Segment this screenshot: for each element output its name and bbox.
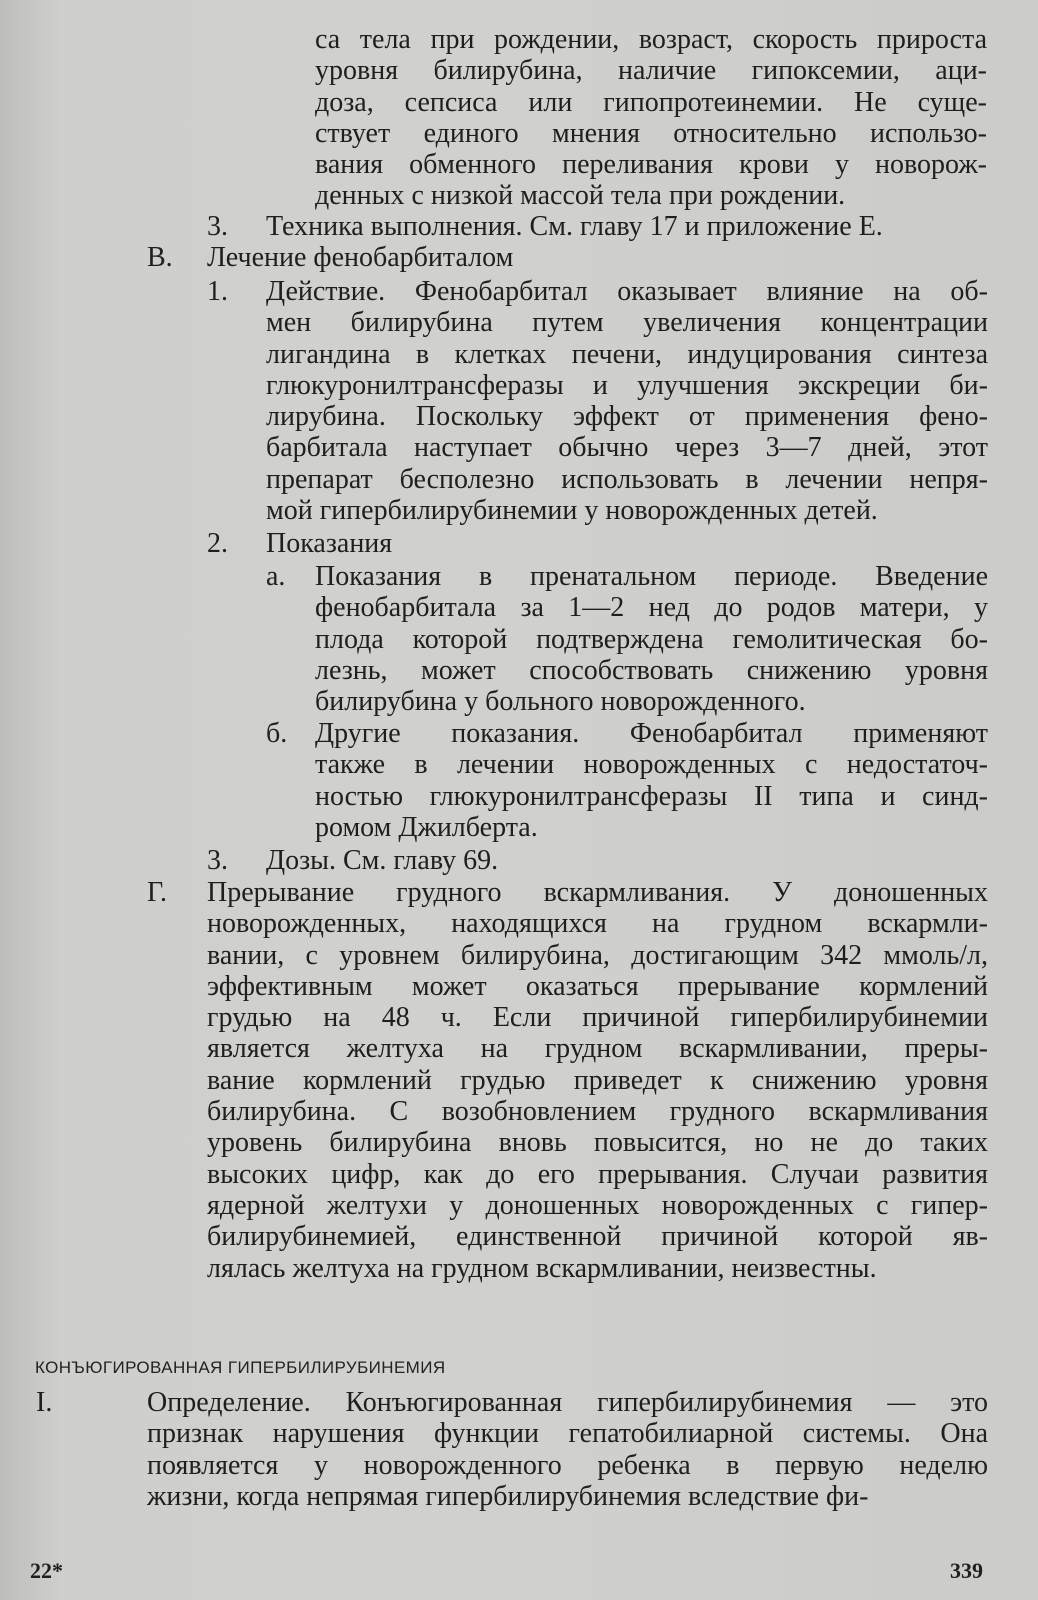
v2b-paragraph [315, 718, 988, 843]
v2-number: 2. [207, 528, 228, 559]
text-line: доза, сепсиса или гипопротеинемии. Не суще- [315, 86, 987, 118]
text-line: является желтуха на грудном вскармливании, преры- [207, 1033, 988, 1065]
text-line: лезнь, может способствовать снижению уровня [315, 654, 988, 686]
text-line: уровень билирубина вновь повысится, но не до таких [207, 1127, 988, 1159]
text-line: мой гипербилирубинемии у новорожденных детей. [266, 495, 878, 527]
text-line: плода которой подтверждена гемолитическая бо- [315, 623, 988, 655]
text-line: денных с низкой массой тела при рождении. [315, 180, 846, 212]
v2b-letter: б. [266, 718, 288, 749]
text-line: лирубина. Поскольку эффект от применения фено- [266, 401, 988, 433]
v2a-letter: а. [266, 561, 286, 592]
text-line: фенобарбитала за 1—2 нед до родов матери, у [315, 592, 988, 624]
text-line: высоких цифр, как до его прерывания. Случаи развития [207, 1158, 988, 1190]
text-line: мен билирубина путем увеличения концентрации [266, 307, 988, 339]
page-number: 339 [950, 1558, 983, 1583]
text-line: Показания в пренатальном периоде. Введение [315, 561, 988, 592]
text-line: также в лечении новорожденных с недостаточ- [315, 749, 988, 781]
text-line: лигандина в клетках печени, индуцирования синтеза [266, 338, 988, 370]
text-line: глюкуронилтрансферазы и улучшения экскреции би- [266, 369, 988, 401]
text-line: Определение. Конъюгированная гипербилирубинемия — это [147, 1387, 988, 1418]
text-line: Действие. Фенобарбитал оказывает влияние на об- [266, 276, 988, 307]
section-heading: КОНЪЮГИРОВАННАЯ ГИПЕРБИЛИРУБИНЕМИЯ [35, 1358, 446, 1377]
text-line: уровня билирубина, наличие гипоксемии, аци- [315, 55, 987, 87]
text-line: вания обменного переливания крови у новорож- [315, 149, 987, 181]
footer-signature: 22* [30, 1558, 63, 1583]
text-line: билирубина у больного новорожденного. [315, 686, 806, 718]
text-line: грудью на 48 ч. Если причиной гипербилирубинемии [207, 1002, 988, 1034]
text-line: ромом Джилберта. [315, 811, 538, 843]
g-paragraph [207, 877, 988, 1284]
v3-number: 3. [207, 845, 228, 876]
def-paragraph [147, 1387, 988, 1512]
v3-text: Дозы. См. главу 69. [266, 845, 499, 876]
v1-paragraph [266, 276, 988, 526]
text-line: появляется у новорожденного ребенка в первую неделю [147, 1449, 988, 1481]
text-line: препарат бесполезно использовать в лечении непря- [266, 463, 988, 495]
v2a-paragraph [315, 561, 988, 717]
def-number: I. [36, 1387, 53, 1418]
text-line: признак нарушения функции гепатобилиарной системы. Она [147, 1418, 988, 1450]
text-line: жизни, когда непрямая гипербилирубинемия вследствие фи- [147, 1480, 869, 1512]
text-line: билирубинемией, единственной причиной которой яв- [207, 1221, 988, 1253]
text-line: эффективным может оказаться прерывание кормлений [207, 970, 988, 1002]
text-line: вании, с уровнем билирубина, достигающим 342 ммоль/л, [207, 939, 988, 971]
section-v-letter: В. [147, 242, 173, 273]
text-line: Другие показания. Фенобарбитал применяют [315, 718, 988, 749]
text-line: барбитала наступает обычно через 3—7 дней, этот [266, 432, 988, 464]
v1-number: 1. [207, 276, 228, 307]
text-line: ностью глюкуронилтрансферазы II типа и синд- [315, 780, 988, 812]
text-line: ствует единого мнения относительно использо- [315, 117, 987, 149]
item3-text: Техника выполнения. См. главу 17 и приложение Е. [266, 211, 883, 242]
text-line: Прерывание грудного вскармливания. У доношенных [207, 877, 988, 908]
text-line: вание кормлений грудью приведет к снижению уровня [207, 1064, 988, 1096]
v2-title: Показания [266, 528, 393, 559]
text-line: са тела при рождении, возраст, скорость прироста [315, 24, 987, 55]
text-line: новорожденных, находящихся на грудном вскармли- [207, 908, 988, 940]
text-line: билирубина. С возобновлением грудного вскармливания [207, 1096, 988, 1128]
intro-paragraph [315, 24, 987, 212]
item3-number: 3. [207, 211, 228, 242]
text-line: ядерной желтухи у доношенных новорожденных с гипер- [207, 1189, 988, 1221]
section-v-title: Лечение фенобарбиталом [207, 242, 514, 273]
section-g-letter: Г. [147, 877, 168, 908]
text-line: лялась желтуха на грудном вскармливании, неизвестны. [207, 1252, 877, 1284]
